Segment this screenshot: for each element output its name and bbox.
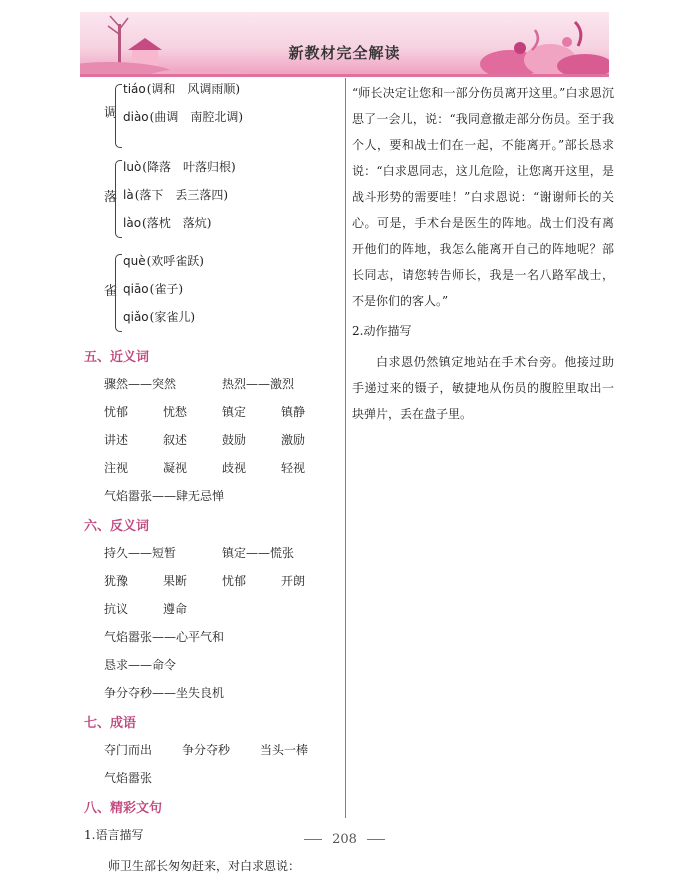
polyphone-group-que [84,252,339,340]
word: 鼓励 [222,433,247,447]
word: 遵命 [163,602,188,616]
pinyin: là [123,188,134,202]
reading-words: (降落 叶落归根) [142,160,236,174]
brace-icon [115,160,122,238]
word-pair: 持久——短暂 [104,546,177,560]
left-column [84,80,339,879]
excerpt-intro: 师卫生部长匆匆赶来，对白求恩说： [108,859,301,873]
idiom: 争分夺秒 [182,743,231,757]
word: 忧愁 [163,405,188,419]
polyphone-char: 雀 [104,284,118,299]
word: 镇静 [281,405,306,419]
word-pair: 热烈——激烈 [222,377,295,391]
reading-words: (欢呼雀跃) [146,254,204,268]
idiom: 夺门而出 [104,743,153,757]
polyphone-char: 落 [104,190,118,205]
word-row [104,600,339,616]
polyphone-reading [123,280,183,297]
word-row [104,656,339,672]
word: 犹豫 [104,574,129,588]
page-header [80,12,609,76]
pinyin: què [123,254,146,268]
word: 叙述 [163,433,188,447]
polyphone-reading [123,80,240,97]
page-title: 新教材完全解读 [288,44,401,62]
pinyin: tiáo [123,82,146,96]
idiom: 气焰嚣张 [104,771,153,785]
word-row [104,628,339,644]
word-row [104,544,339,560]
excerpt-action-text: 白求恩仍然镇定地站在手术台旁。他接过助手递过来的镊子，敏捷地从伤员的腹腔里取出一块弹片，丢在盘子里。 [352,355,614,421]
word-row [104,375,339,391]
dash-right [367,839,385,840]
pinyin: lào [123,216,142,230]
polyphone-group-diao [84,80,339,152]
brace-icon [115,254,122,332]
column-divider [345,78,346,818]
idiom: 当头一棒 [260,743,309,757]
word-row [104,403,339,419]
polyphone-reading [123,158,236,175]
polyphone-reading [123,214,211,231]
section-title-excerpts: 八、精彩文句 [84,801,163,816]
word: 镇定 [222,405,247,419]
word: 讲述 [104,433,129,447]
word-pair: 骤然——突然 [104,377,177,391]
word-row [104,459,339,475]
pinyin: qiāo [123,282,149,296]
word-row [104,487,339,503]
reading-words: (落枕 落炕) [142,216,212,230]
word-pair: 镇定——慌张 [222,546,295,560]
word-pair: 气焰嚣张——心平气和 [104,630,225,644]
header-rule [80,74,609,77]
word-row [104,572,339,588]
page-number-value: 208 [332,832,357,847]
polyphone-reading [123,308,195,325]
excerpt-heading-action: 2.动作描写 [352,324,412,338]
word-pair: 恳求——命令 [104,658,177,672]
brace-icon [115,84,122,148]
pinyin: qiǎo [123,310,149,324]
word-pair: 气焰嚣张——肆无忌惮 [104,489,225,503]
polyphone-reading [123,252,204,269]
excerpt-quote: “师长决定让您和一部分伤员离开这里。”白求恩沉思了一会儿，说：“我同意撤走部分伤员。至于我个人，要和战士们在一起，不能离开。”部长恳求说：“白求恩同志，这儿危险，让您离开这里，是战斗形势的需要哇！”白求恩说：“谢谢师长的关心。可是，手术台是医生的阵地。战士们没有离开他们的阵地，我怎么能离开自己的阵地呢？部长同志，请您转告师长，我是一名八路军战士，不是你们的客人。” [352,86,614,308]
word: 忧郁 [104,405,129,419]
word-pair: 争分夺秒——坐失良机 [104,686,225,700]
word: 忧郁 [222,574,247,588]
polyphone-reading [123,186,228,203]
word: 歧视 [222,461,247,475]
word-row [104,769,339,785]
polyphone-reading [123,108,243,125]
section-title-antonyms: 六、反义词 [84,519,150,534]
reading-words: (雀子) [149,282,184,296]
word: 激励 [281,433,306,447]
word-row [104,684,339,700]
section-title-idioms: 七、成语 [84,716,137,731]
polyphone-char: 调 [104,106,118,121]
word: 注视 [104,461,129,475]
right-column [352,80,614,427]
word-row [104,431,339,447]
reading-words: (家雀儿) [149,310,196,324]
dash-left [304,839,322,840]
polyphone-group-luo [84,158,339,246]
word: 抗议 [104,602,129,616]
word: 轻视 [281,461,306,475]
word-row [104,741,339,757]
pinyin: diào [123,110,149,124]
reading-words: (调和 风调雨顺) [146,82,241,96]
excerpt-heading-language: 1.语言描写 [84,828,144,842]
word: 凝视 [163,461,188,475]
page-number [0,832,689,847]
section-title-synonyms: 五、近义词 [84,350,150,365]
word: 开朗 [281,574,306,588]
reading-words: (落下 丢三落四) [134,188,229,202]
reading-words: (曲调 南腔北调) [149,110,244,124]
word: 果断 [163,574,188,588]
pinyin: luò [123,160,142,174]
